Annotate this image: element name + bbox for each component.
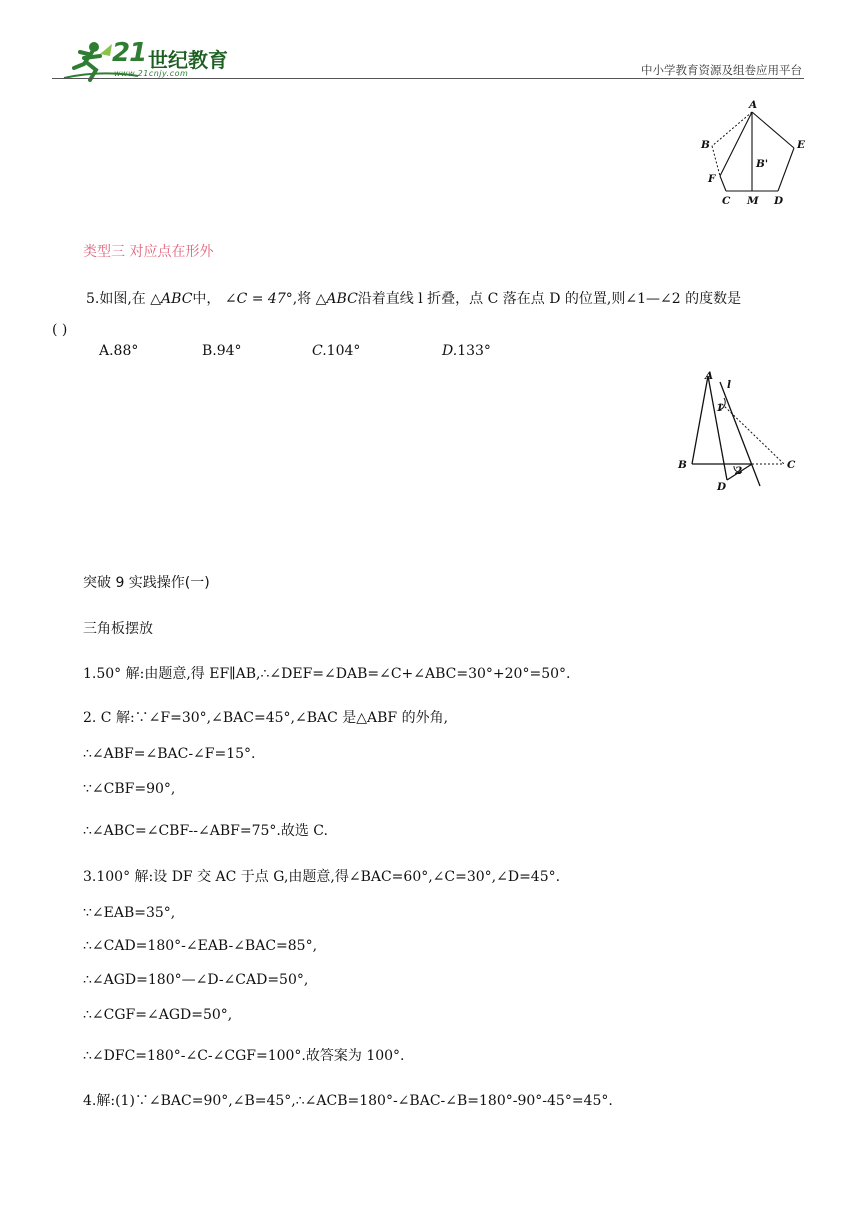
q5-option-d-value: 133°	[457, 343, 491, 359]
label-c: C	[787, 459, 796, 471]
label-a: A	[705, 370, 714, 382]
label-a: A	[749, 99, 758, 111]
label-l: l	[727, 379, 731, 391]
answer-line-2: 2. C 解:∵∠F=30°,∠BAC=45°,∠BAC 是△ABF 的外角,	[83, 710, 449, 726]
label-d: D	[717, 481, 727, 493]
q5-triangle-2: △ABC	[315, 291, 358, 307]
label-b-prime: B'	[756, 158, 769, 170]
q5-stem-b: 中，	[192, 291, 225, 307]
fold-figure	[672, 368, 812, 494]
label-2: 2	[735, 465, 743, 477]
label-m: M	[747, 195, 759, 207]
answer-line-3: ∴∠ABF=∠BAC-∠F=15°.	[83, 746, 256, 762]
q5-stem-c: ,将	[292, 291, 316, 307]
q5-option-a: A.88°	[99, 343, 139, 359]
q5-stem-a: 5.如图,在	[86, 291, 151, 307]
logo-url: www.21cnjy.com	[114, 69, 189, 78]
label-1: 1	[716, 402, 724, 414]
answer-line-4: ∵∠CBF=90°,	[83, 781, 176, 797]
answer-line-5: ∴∠ABC=∠CBF--∠ABF=75°.故选 C.	[83, 823, 328, 839]
q5-answer-paren: ( )	[52, 322, 68, 338]
q5-option-b: B.94°	[202, 343, 242, 359]
q5-option-c	[312, 343, 360, 359]
subsection-heading: 三角板摆放	[83, 621, 153, 637]
answer-line-10: ∴∠CGF=∠AGD=50°,	[83, 1007, 233, 1023]
section-heading-breakthrough: 突破 9 实践操作(一)	[83, 575, 210, 591]
label-b: B	[701, 139, 710, 151]
answer-line-6: 3.100° 解:设 DF 交 AC 于点 G,由题意,得∠BAC=60°,∠C=30°,∠D=45°.	[83, 869, 561, 885]
q5-option-d	[442, 343, 491, 359]
header-divider	[52, 78, 804, 79]
question-5-stem	[86, 288, 741, 308]
answer-line-1: 1.50° 解:由题意,得 EF∥AB,∴∠DEF=∠DAB=∠C+∠ABC=30°+20°=50°.	[83, 666, 571, 682]
section-heading-type3: 类型三 对应点在形外	[83, 244, 214, 260]
label-c: C	[722, 195, 731, 207]
answer-line-8: ∴∠CAD=180°-∠EAB-∠BAC=85°,	[83, 938, 318, 954]
pentagon-figure	[690, 96, 820, 208]
answer-line-11: ∴∠DFC=180°-∠C-∠CGF=100°.故答案为 100°.	[83, 1048, 405, 1064]
platform-title: 中小学教育资源及组卷应用平台	[641, 63, 802, 77]
q5-angle-c: ∠C = 47°	[224, 291, 293, 307]
answer-line-9: ∴∠AGD=180°—∠D-∠CAD=50°,	[83, 972, 309, 988]
q5-triangle-1: △ABC	[150, 291, 193, 307]
q5-stem-d: 沿着直线 l 折叠，点 C 落在点 D 的位置,则∠1—∠2 的度数是	[357, 291, 742, 307]
logo-text: 世纪教育	[148, 48, 228, 72]
logo-number: 21	[112, 38, 147, 68]
label-d: D	[774, 195, 784, 207]
label-b: B	[678, 459, 687, 471]
answer-line-7: ∵∠EAB=35°,	[83, 905, 176, 921]
q5-option-c-letter: C.	[312, 343, 327, 359]
q5-option-c-value: 104°	[326, 343, 361, 359]
answer-line-12: 4.解:(1)∵∠BAC=90°,∠B=45°,∴∠ACB=180°-∠BAC-∠B=180°-90°-45°=45°.	[83, 1093, 613, 1109]
label-f: F	[708, 173, 716, 185]
label-e: E	[797, 139, 806, 151]
q5-option-d-letter: D.	[442, 343, 458, 359]
